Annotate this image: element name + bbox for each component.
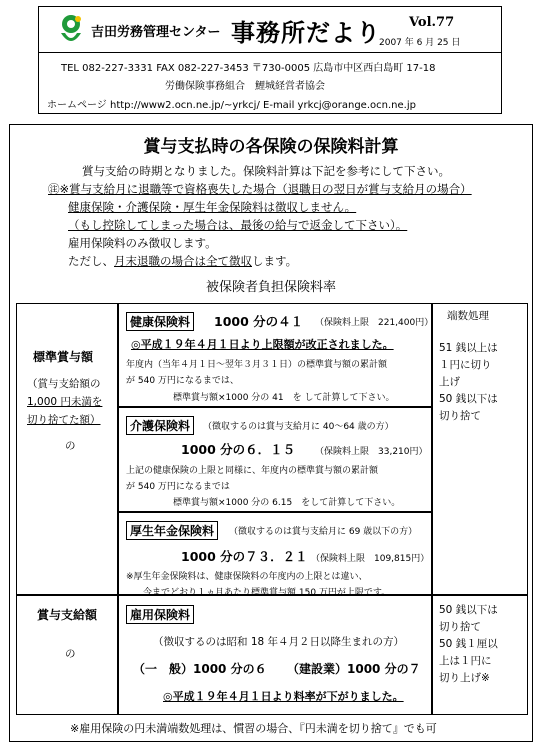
care-desc: 標準賞与額×1000 分の 6.15 をして計算して下さい。 (173, 498, 401, 508)
article-title: 賞与支払時の各保険の保険料計算 (143, 137, 399, 157)
rate-table-title: 被保険者負担保険料率 (205, 280, 336, 295)
web-email-line: ホームページ http://www2.ocn.ne.jp/~yrkcj/ E-mail yrkcj@orange.ocn.ne.jp (47, 100, 416, 111)
rounding-line: 51 銭以上は (439, 342, 498, 354)
employment-rate-general: （一 般）1000 分の６ (133, 662, 267, 676)
newsletter-header (38, 6, 502, 114)
footer-note: ※雇用保険の円未満端数処理は、慣習の場合、『円未満を切り捨て』でも可 (70, 722, 437, 735)
newsletter-title: 事務所だより (231, 19, 381, 47)
health-desc: が 540 万円になるまでは、 (126, 376, 239, 386)
rounding-line: 50 銭以下は (439, 604, 498, 616)
care-rate: 1000 分の６．１５ (181, 442, 296, 457)
rounding-line: 切り捨て (439, 621, 481, 633)
std-bonus-sub: 1,000 円未満を (27, 396, 103, 408)
employment-notice: ◎平成１９年４月１日より料率が下がりました。 (163, 690, 404, 703)
rounding-rule-cell (432, 303, 528, 595)
health-desc: 年度内（当年４月１日～翌年３月３１日）の標準賞与額の累計額 (126, 360, 388, 370)
care-desc: が 540 万円になるまでは (126, 482, 230, 492)
header-title-bar (39, 7, 501, 53)
rounding-title: 端数処理 (447, 310, 489, 322)
rounding-line: 上は１円に (439, 655, 492, 667)
rounding-line: 切り上げ※ (439, 672, 490, 684)
bonus-amount-label: 賞与支給額 (37, 608, 98, 622)
care-desc: 上記の健康保険の上限と同様に、年度内の標準賞与額の累計額 (126, 466, 379, 476)
employment-rounding-cell (432, 595, 528, 715)
contact-line: TEL 082-227-3331 FAX 082-227-3453 〒730-0005 広島市中区西白島町 17-18 (61, 63, 436, 74)
employment-rate-construction: （建設業）1000 分の７ (287, 662, 421, 676)
std-bonus-label: 標準賞与額 (33, 350, 94, 364)
health-label: 健康保険料 (126, 312, 194, 331)
office-name: 吉田労務管理センター (91, 25, 221, 40)
employment-label: 雇用保険料 (126, 605, 194, 624)
rounding-line: 50 銭１厘以 (439, 638, 498, 650)
pension-label: 厚生年金保険料 (126, 521, 218, 540)
rounding-line: 切り捨て (439, 410, 481, 422)
rounding-line: １円に切り (439, 359, 492, 371)
std-bonus-sub: （賞与支給額の (27, 378, 101, 390)
care-cap: （保険料上限 33,210円） (315, 447, 428, 457)
health-desc: 標準賞与額×1000 分の 41 を して計算して下さい。 (173, 393, 395, 403)
care-condition: （徴収するのは賞与支給月に 40～64 歳の方） (203, 422, 394, 432)
pension-insurance-cell (118, 512, 432, 598)
rounding-line: 50 銭以下は (439, 393, 498, 405)
care-label: 介護保険料 (126, 416, 194, 435)
pension-rate: 1000 分の７３．２１ (181, 549, 308, 564)
note-resignation: ㊟※賞与支給月に退職等で資格喪失した場合（退職日の翌日が賞与支給月の場合） (48, 182, 472, 196)
note-employment-only: 雇用保険料のみ徴収します。 (68, 236, 217, 250)
health-cap: （保険料上限 221,400円） (315, 318, 434, 328)
note-refund: （もし控除してしまった場合は、最後の給与で返金して下さい）。 (68, 218, 408, 232)
health-notice: ◎平成１９年４月１日より上限額が改正されました。 (131, 338, 394, 351)
std-bonus-no: の (65, 440, 76, 452)
std-bonus-sub: 切り捨てた額） (27, 414, 101, 426)
note-month-end: ただし、月末退職の場合は全て徴収します。 (68, 254, 298, 268)
note-no-collection: 健康保険・介護保険・厚生年金保険料は徴収しません。 (68, 200, 357, 214)
employment-condition: （徴収するのは昭和 18 年４月２日以降生まれの方） (153, 636, 405, 648)
volume-number: Vol.77 (409, 15, 455, 30)
bonus-amount-no: の (65, 648, 76, 660)
std-bonus-cell (16, 303, 118, 595)
care-insurance-cell (118, 407, 432, 512)
issue-date: 2007 年 6 月 25 日 (379, 38, 461, 48)
rounding-line: 上げ (439, 376, 460, 388)
health-rate: 1000 分の４１ (214, 314, 304, 329)
office-logo-icon (57, 13, 85, 47)
bonus-amount-cell (16, 595, 118, 715)
organization-line: 労働保険事務組合 鯉城経営者協会 (165, 81, 325, 92)
pension-desc: ※厚生年金保険料は、健康保険料の年度内の上限とは違い、 (126, 572, 368, 582)
intro-text: 賞与支給の時期となりました。保険料計算は下記を参考にして下さい。 (82, 164, 450, 178)
pension-desc: 今までどおり１ヵ月あたり標準賞与額 150 万円が上限です。 (143, 588, 391, 598)
health-insurance-cell (118, 303, 432, 407)
employment-insurance-cell (118, 595, 432, 715)
pension-cap: （保険料上限 109,815円） (311, 554, 430, 564)
pension-condition: （徴収するのは賞与支給月に 69 歳以下の方） (229, 527, 418, 537)
